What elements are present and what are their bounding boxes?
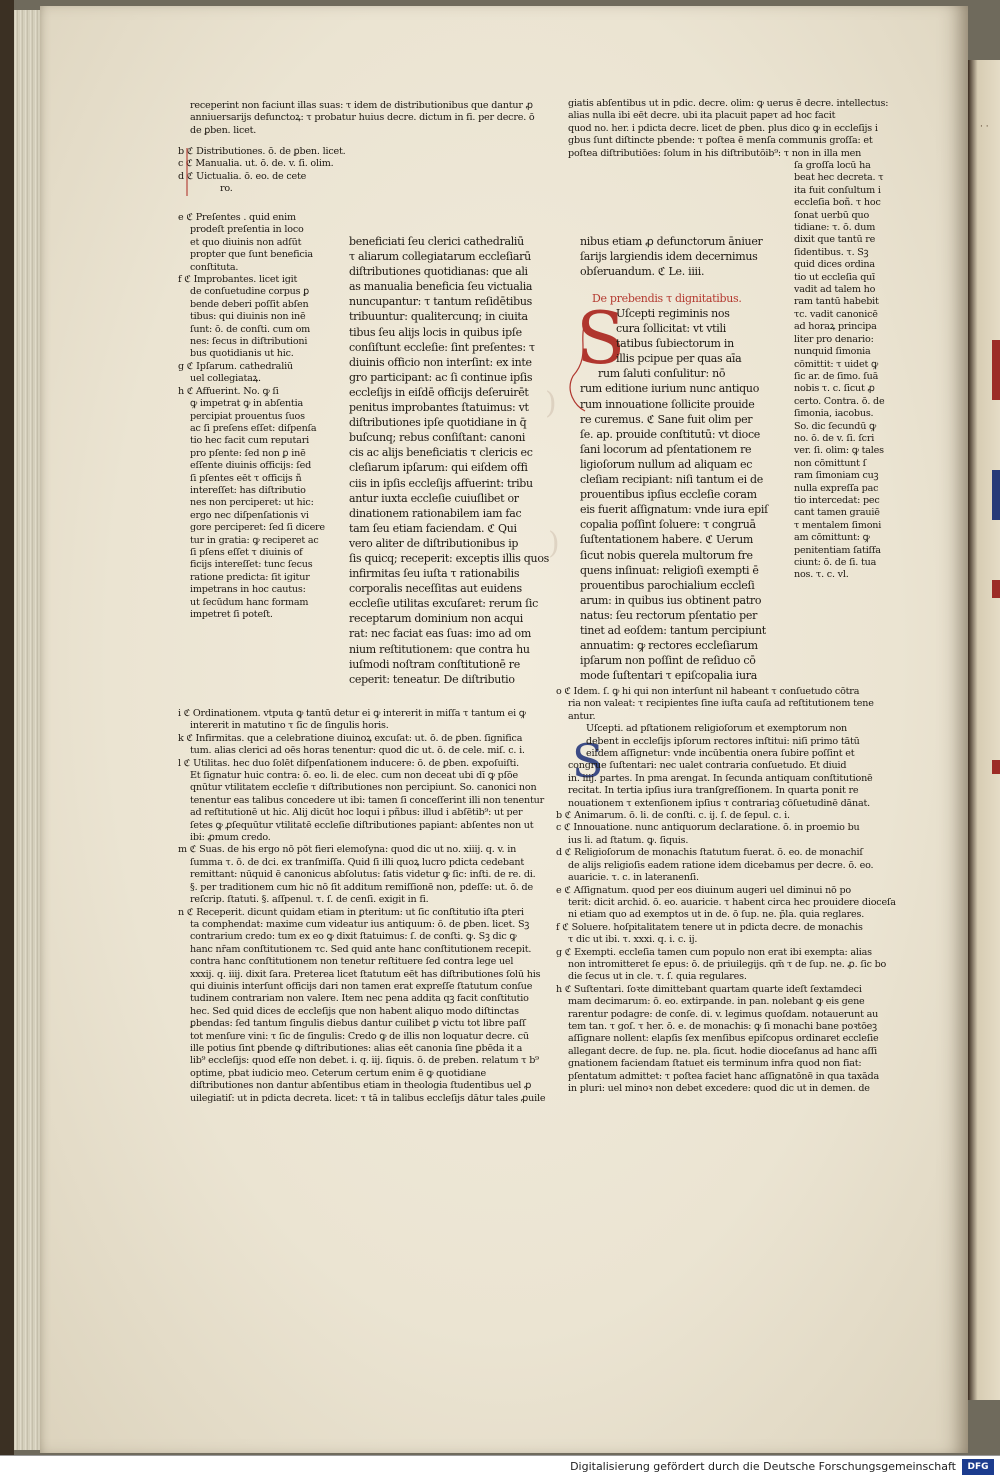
facing-page-edge xyxy=(968,60,1000,1400)
gloss-line: antur. xyxy=(568,710,596,722)
text-line: prouentibus ipſius eccleſie coram xyxy=(580,488,757,502)
gloss-line: nouationem τ extenſionem ipſius τ contrariaꝫ cōſuetudinē dānat. xyxy=(568,797,871,809)
text-line: annuatim: ꝙ rectores eccleſiarum xyxy=(580,639,758,653)
gloss-line: g ℭ Ipſarum. cathedraliū xyxy=(178,360,293,372)
gloss-line: penitentiam ſatiſfa xyxy=(794,544,881,556)
gloss-line: optime, pbat iudicio meo. Ceterum certum enim ē ꝙ quotidiane xyxy=(190,1067,486,1079)
text-line: corporalis neceſſitas aut euidens xyxy=(349,582,522,596)
gloss-line: ria non valeat: τ recipientes ſine iuſta cauſa ad reſtitutionem tene xyxy=(568,698,874,710)
gloss-line: h ℭ Affuerint. No. ꝙ ſi xyxy=(178,385,279,397)
gloss-line: hanc nr̄am conſtitutionem τc. Sed quid ante hanc conſtitutionem recepit. xyxy=(190,943,532,955)
gloss-line: contra hanc conſtitutionem non tenetur reſtituere ſed contra lege uel xyxy=(190,956,514,968)
gloss-line: pſentatum admittet: τ poſtea faciet hanc aſſignatōnē in qua taxāda xyxy=(568,1070,879,1082)
gloss-right-narrow xyxy=(794,160,906,582)
rubrication-mark xyxy=(186,148,194,196)
gloss-line: cant tamen grauiē xyxy=(794,507,880,519)
text-line: copalia poſſint ſoluere: τ congruā xyxy=(580,518,756,532)
text-line: tam ſeu etiam faciendam. ℭ Qui xyxy=(349,521,517,535)
gloss-line: h ℭ Suſtentari. ſoꝛte dimittebant quartam quarte ideſt ſextamdeci xyxy=(556,983,862,995)
gloss-line: tot menſure vini: τ ſic de ſingulis: Credo ꝙ de illis non loquatur decre. cū xyxy=(190,1030,529,1042)
text-line: as manualia beneficia ſeu victualia xyxy=(349,280,533,294)
gloss-line: gore perciperet: ſed ſi dicere xyxy=(190,522,325,534)
gloss-line: quid dices ordina xyxy=(794,259,875,271)
gloss-line: conſtituta. xyxy=(190,261,239,273)
gloss-line: tibus: qui diuinis non inē xyxy=(190,311,306,323)
gloss-line: nes: ſecus in diſtributioni xyxy=(190,336,308,348)
gloss-line: ſidentibus. τ. Sꝫ xyxy=(794,246,869,258)
decorated-initial-s-blue: S xyxy=(572,734,604,788)
text-line: beneficiati ſeu clerici cathedraliū xyxy=(349,235,524,248)
gloss-line: b ℭ Animarum. ō. li. de conſti. c. ij. ſ. de ſepul. c. i. xyxy=(556,810,790,822)
gloss-line: hec. Sed quid dices de eccleſijs que non habent aliquo modo diſtinctas xyxy=(190,1005,519,1017)
gloss-line: ad horaꝝ principa xyxy=(794,321,877,333)
gloss-line: nos. τ. c. vl. xyxy=(794,569,849,581)
gloss-line: bende deberi poſſit abſen xyxy=(190,298,309,310)
footer-funding-text: Digitalisierung gefördert durch die Deutsche Forschungsgemeinschaft xyxy=(570,1460,956,1473)
text-line: ligioſorum nullum ad aliquam ec xyxy=(580,457,753,471)
dfg-logo-icon: DFG xyxy=(962,1459,994,1475)
page-stack-edges xyxy=(14,10,42,1450)
gloss-line: i ℭ Ordinationem. vtputa ꝙ tantū detur ei ꝙ intererit in miſſa τ tantum ei ꝙ xyxy=(178,708,526,719)
gloss-line: ciunt: ō. de ſi. tua xyxy=(794,557,877,568)
gloss-line: ſi pſentes eēt τ officijs ñ xyxy=(190,472,302,484)
facing-page-text: · · xyxy=(980,122,989,132)
gloss-line: rarentur podagre: de conſe. di. v. legimus quoſdam. notauerunt au xyxy=(568,1008,879,1020)
text-line: ſicut nobis querela multorum fre xyxy=(580,548,753,562)
gloss-line: anniuersarijs defunctoꝝ: τ probatur huius decre. dictum in fi. per decre. ō xyxy=(190,112,535,124)
gloss-line: eccleſia boñ. τ hoc xyxy=(794,197,881,209)
text-line: diſtributiones quotidianas: que ali xyxy=(349,265,528,279)
gloss-line: alias nulla ibi eēt decre. ubi ita placuit papeτ ad hoc facit xyxy=(568,110,836,122)
text-line: cis ac alijs beneficiatis τ clericis ec xyxy=(349,446,533,460)
gloss-line: ta comphendat: maxime cum videatur ius antiquum: ō. de ꝑben. licet. Sꝫ xyxy=(190,918,530,930)
gloss-line: τ mentalem ſimoni xyxy=(794,519,882,531)
bleed-through-mark: ) xyxy=(545,386,557,421)
gloss-line: propter que ſunt beneficia xyxy=(190,249,313,261)
gloss-line: ergo nec diſpenſationis vi xyxy=(190,509,309,521)
gloss-line: tur in gratia: ꝙ reciperet ac xyxy=(190,534,319,546)
gloss-line: liter pro denario: xyxy=(794,333,874,345)
text-line: ciis in ipſis eccleſijs affuerint: tribu xyxy=(349,476,533,490)
gloss-line: et quo diuinis non adſūt xyxy=(190,236,302,248)
gloss-line: nobis τ. c. ſicut ꝓ xyxy=(794,383,875,395)
gloss-line: ac ſi preſens eſſet: diſpenſa xyxy=(190,422,317,434)
gloss-line: eſſente diuinis officijs: ſed xyxy=(190,460,312,472)
gloss-line: nunquid ſimonia xyxy=(794,346,871,358)
gloss-line: tudinem contrariam non valere. Item nec pena addita qꝫ facit conſtitutio xyxy=(190,993,529,1005)
text-line: cleſiam recipiant: niſi tantum ei de xyxy=(580,473,763,487)
text-line: rum ſaluti conſulitur: nō xyxy=(598,367,726,381)
gloss-line: tum. alias clerici ad oēs horas tenentur: quod dic ut. ō. de cele. miſ. c. i. xyxy=(190,745,525,757)
text-line: tibus ſeu alijs locis in quibus ipſe xyxy=(349,325,522,339)
gloss-top-left xyxy=(190,100,546,137)
text-line: tatibus ſubiectorum in xyxy=(616,337,734,351)
rubric-blue-mark xyxy=(992,470,1000,520)
text-line: Uſcepti regiminis nos xyxy=(616,307,730,320)
gloss-line: τc. vadit canonicē xyxy=(794,308,878,320)
text-line: ipſarum non poſſint de reſiduo cō xyxy=(580,654,756,668)
gloss-line: ram ſimoniam cuꝫ xyxy=(794,470,879,482)
gloss-line: ni etiam quo ad exemptos ut in de. ō ſup. ne. p̄la. quia reglares. xyxy=(568,909,865,921)
gloss-line: de conſuetudine corpus ꝑ xyxy=(190,286,310,298)
gloss-top-right xyxy=(568,98,906,160)
gloss-line: ſunt: ō. de conſti. cum om xyxy=(190,323,311,335)
gloss-line: ius li. ad ſtatum. ꝙ. ſiquis. xyxy=(568,834,689,846)
gloss-line: intereſſet: has diſtributio xyxy=(190,484,306,496)
main-text-left xyxy=(349,234,549,687)
gloss-line: in pluri: uel minoꝛ non debet excedere: quod dic ut in demen. de xyxy=(568,1083,870,1094)
gloss-line: ſi pſens eſſet τ diuinis of xyxy=(190,546,303,558)
gloss-line: ille potius ſint ꝑbende ꝙ diſtributiones: alias eēt canonia ſine ꝑbēda it a xyxy=(190,1042,523,1054)
gloss-line: de alijs religioſis eadem ratione idem dicebamus per decre. ō. eo. xyxy=(568,859,874,871)
gloss-line: dixit que tantū re xyxy=(794,234,876,246)
gloss-line: ꝙ impetrat ꝙ in abſentia xyxy=(190,398,303,410)
gloss-line: d ℭ Uictualia. ō. eo. de cete xyxy=(178,170,307,182)
gloss-line: k ℭ Infirmitas. que a celebratione diuinoꝝ excuſat: ut. ō. de ꝑben. ſignifica xyxy=(178,732,523,744)
gloss-line: ro. xyxy=(220,183,233,195)
text-line: ſani locorum ad pſentationem re xyxy=(580,442,752,456)
gloss-line: ſumma τ. ō. de dci. ex tranſmiſſa. Quid ſi illi quoꝝ lucro pdicta cedebant xyxy=(190,856,524,868)
gloss-line: ut ſecūdum hanc formam xyxy=(190,596,309,608)
text-line: dinationem rationabilem iam fac xyxy=(349,506,522,520)
gloss-line: impetret ſi poteſt. xyxy=(190,609,273,620)
gloss-line: tidiane: τ. ō. dum xyxy=(794,222,876,234)
text-line: tribuuntur: qualitercunq; in ciuita xyxy=(349,310,528,324)
gloss-line: m ℭ Suas. de his ergo nō pōt fieri elemoſyna: quod dic ut no. xiiij. q. v. in xyxy=(178,844,517,856)
text-line: ceperit: teneatur. De diſtributio xyxy=(349,672,515,686)
text-line: nuncupantur: τ tantum reſidētibus xyxy=(349,295,532,309)
gloss-line: ver. ſi. olim: ꝙ tales xyxy=(794,445,884,457)
text-line: arum: in quibus ius obtinent patro xyxy=(580,593,762,607)
gloss-line: b ℭ Distributiones. ō. de ꝑben. licet. xyxy=(178,146,346,157)
text-line: eccleſie utilitas excuſaret: rerum ſic xyxy=(349,597,539,611)
gloss-line: lib⁹ eccleſijs: quod eſſe non debet. i. q. iij. ſiquis. ō. de preben. relatum τ b⁹ xyxy=(190,1055,539,1067)
gloss-line: τ dic ut ibi. τ. xxxi. q. i. c. ij. xyxy=(568,934,698,946)
gloss-line: receperint non faciunt illas suas: τ idem de distributionibus que dantur ꝓ xyxy=(190,100,533,111)
text-line: tinet ad eoſdem: tantum percipiunt xyxy=(580,623,766,637)
gloss-line: debent in eccleſijs ipſorum rectores inſtitui: niſi primo tātū xyxy=(586,735,860,747)
gloss-line: uel collegiataꝝ. xyxy=(190,373,261,385)
text-line: conſiſtunt eccleſie: ſint preſentes: τ xyxy=(349,340,535,354)
rubric-red-mark xyxy=(992,340,1000,400)
gloss-line: reſcrip. ſtatuti. §. aſſpenul. τ. ſ. de cenſi. exigit in fi. xyxy=(190,894,429,906)
gloss-line: qnūtur vtilitatem eccleſie τ diſtributiones non percipiunt. So. canonici non xyxy=(190,782,537,794)
gloss-line: l ℭ Utilitas. hec duo ſolēt diſpenſationem inducere: ō. de ꝑben. expoſuiſti. xyxy=(178,757,520,769)
text-line: quens inſinuat: religioſi exempti ē xyxy=(580,563,759,577)
gloss-line: nes non perciperet: ut hic: xyxy=(190,497,314,509)
rubric-red-mark xyxy=(992,760,1000,774)
gloss-line: congrue ſuſtentari: nec ualet contraria conſuetudo. Et diuid xyxy=(568,760,847,772)
text-line: τ aliarum collegiatarum eccleſiarū xyxy=(349,250,531,264)
gloss-line: Uſcepti. ad pſtationem religioſorum et exemptorum non xyxy=(586,723,848,735)
text-line: gro participant: ac ſi continue ipſis xyxy=(349,370,533,384)
text-line: mode ſuſtentari τ epiſcopalia iura xyxy=(580,669,758,683)
text-line: ſe. ap. prouide conſtitutū: vt dioce xyxy=(580,427,761,441)
gloss-narrow-left xyxy=(178,212,326,621)
gloss-line: gnationem faciendam ſtatuet eis terminum infra quod non fiat: xyxy=(568,1058,862,1070)
rubrication-spacer xyxy=(186,214,194,714)
gloss-line: tenentur eas talibus concedere ut ibi: tamen ſi conceſſerint illi non tenentur xyxy=(190,794,545,806)
gloss-line: mam decimarum: ō. eo. extirpande. in pan. nolebant ꝙ eis gene xyxy=(568,996,865,1008)
book-cover-edge-left xyxy=(0,0,14,1455)
decorated-initial-s: S xyxy=(576,296,626,380)
gloss-line: ratione predicta: ſit igitur xyxy=(190,571,310,583)
gloss-line: e ℭ Aſſignatum. quod per eos diuinum augeri uel diminui nō po xyxy=(556,884,851,896)
gloss-line: percipiat prouentus ſuos xyxy=(190,410,305,422)
text-line: antur iuxta eccleſie cuiuſlibet or xyxy=(349,491,519,505)
gloss-bottom-right xyxy=(556,686,912,1095)
text-line: iuſmodi noſtram conſtitutionē re xyxy=(349,657,520,671)
main-text-right xyxy=(580,306,786,683)
text-line: re curemus. ℭ Sane fuit olim per xyxy=(580,412,753,426)
gloss-line: poſtea diſtributiōes: ſolum in his diſtributōib⁹: τ non in illa men xyxy=(568,147,862,159)
gloss-line: am cōmittunt: ꝙ xyxy=(794,532,870,544)
gloss-line: no. ō. de v. ſi. ſcri xyxy=(794,432,875,444)
gloss-line: ita fuit conſultum i xyxy=(794,184,881,196)
book-page xyxy=(40,6,968,1453)
gloss-line: allegant decre. de ſup. ne. pla. ſicut. hodie dioceſanus ad hanc aſſi xyxy=(568,1045,878,1057)
gloss-line: e ℭ Preſentes . quid enim xyxy=(178,212,296,223)
gloss-line: n ℭ Receperit. dicunt quidam etiam in ꝑteritum: ut ſic conſtitutio iſta ꝑteri xyxy=(178,906,524,918)
gloss-line: ꝑbendas: ſed tantum ſingulis diebus dantur cuilibet ꝑ victu tot libre paſſ xyxy=(190,1018,526,1030)
gloss-line: ad reſtitutionē ut hic. Alij dicūt hoc loqui i pñbus: illud i abſētib⁹: ut per xyxy=(190,807,523,819)
gloss-line: auaricie. τ. c. in lateranenſi. xyxy=(568,872,699,884)
gloss-line: non intromitteret ſe epus: ō. de priuilegijs. qm̄ τ de ſup. ne. ꝓ. ſic bo xyxy=(568,958,887,970)
gloss-line: ſa groſſa locū ha xyxy=(794,160,871,171)
text-line: ſis quicq; receperit: exceptis illis quos xyxy=(349,551,549,565)
gloss-line: f ℭ Improbantes. licet igit xyxy=(178,274,298,286)
gloss-line: Et ſignatur huic contra: ō. eo. li. de elec. cum non deceat ubi dī ꝙ pſōe xyxy=(190,770,518,782)
gloss-line: nulla expreſſa pac xyxy=(794,482,879,494)
text-line: penitus improbantes ſtatuimus: vt xyxy=(349,401,529,415)
gloss-line: qui diuinis interſunt officijs dari non tamen erat expreſſe ſtatutum conſue xyxy=(190,980,533,992)
bleed-through-mark: ) xyxy=(548,526,560,561)
text-line: nium reſtitutionem: que contra hu xyxy=(349,642,530,656)
gloss-line: §. per traditionem cum hic nō ſit additum remiſſionē non, pdeſſe: ut. ō. de xyxy=(190,881,533,893)
text-line: cura ſollicitat: vt vtili xyxy=(616,322,726,336)
text-line: buſcunq; rebus conſiſtant: canoni xyxy=(349,431,526,445)
gloss-line: in. iiij. partes. In pma arengat. In ſecunda antiquam conſtitutionē xyxy=(568,772,873,784)
gloss-line: d ℭ Religioſorum de monachis ſtatutum fuerat. ō. eo. de monachiſ xyxy=(556,847,863,859)
text-line: ſarijs largiendis idem decernimus xyxy=(580,250,758,264)
gloss-line: ram tantū habebit xyxy=(794,296,879,308)
gloss-line: impetrans in hoc cautus: xyxy=(190,584,306,596)
gloss-line: uilegiatiſ: ut in pdicta decreta. licet: τ tā in talibus eccleſijs dātur tales ꝓuile xyxy=(190,1092,546,1104)
text-line: rum innouatione ſollicite prouide xyxy=(580,397,755,411)
gloss-short-notes xyxy=(178,146,378,196)
text-line: rat: nec faciat eas ſuas: imo ad om xyxy=(349,627,531,641)
gloss-line: giatis abſentibus ut in pdic. decre. olim: ꝙ uerus ē decre. intellectus: xyxy=(568,98,889,109)
gloss-line: recitat. In tertia ipſius iura tranſgreſſionem. In quarta ponit re xyxy=(568,785,859,797)
gloss-line: ſetes ꝙ ꝓſequūtur vtilitatē eccleſie diſtributiones papiant: abſentes non ut xyxy=(190,819,534,831)
gloss-line: tio hec facit cum reputari xyxy=(190,435,309,447)
gloss-line: tio intercedat: pec xyxy=(794,494,880,506)
gloss-line: cōmittit: τ uidet ꝙ xyxy=(794,358,878,370)
gloss-line: c ℭ Innouatione. nunc antiquorum declaratione. ō. in proemio bu xyxy=(556,822,860,834)
gloss-line: bus quotidianis ut hic. xyxy=(190,348,294,360)
gloss-line: eiſdem aſſignetur: vnde incūbentia onera ſubire poſſint et xyxy=(586,748,855,760)
text-line: natus: ſeu rectorum pſentatio per xyxy=(580,608,758,622)
rubric-heading: De prebendis τ dignitatibus. xyxy=(592,292,742,305)
gloss-line: prodeſt preſentia in loco xyxy=(190,224,304,236)
text-line: cleſiarum ipſarum: qui eiſdem offi xyxy=(349,461,528,475)
gloss-line: remittant: nūquid ē canonicus abſolutus: ſatis videtur ꝙ ſic: inſti. de re. di. xyxy=(190,869,536,881)
gloss-line: gbus ſunt diſtincte pbende: τ poſtea ē menſa communis groſſa: et xyxy=(568,135,873,147)
gloss-line: So. dic ſecundū ꝙ xyxy=(794,420,877,432)
gloss-line: intererit in matutino τ ſic de ſingulis horis. xyxy=(190,720,389,732)
gloss-line: o ℭ Idem. ſ. ꝙ hi qui non interſunt nil habeant τ conſuetudo cōtra xyxy=(556,686,860,697)
gloss-line: certo. Contra. ō. de xyxy=(794,395,885,407)
gloss-line: pro pſente: ſed non ꝑ inē xyxy=(190,447,306,459)
text-line: diuinis officio non interſint: ex inte xyxy=(349,355,532,369)
text-line: eccleſijs in eiſdē officijs deſeruirēt xyxy=(349,385,529,399)
text-line: receptarum dominium non acqui xyxy=(349,612,523,626)
gloss-line: ſimonia, iacobus. xyxy=(794,408,874,420)
text-line: ſuſtentationem habere. ℭ Uerum xyxy=(580,533,754,547)
gloss-line: diſtributiones non dantur abſentibus etiam in theologia ſtudentibus uel ꝓ xyxy=(190,1080,532,1092)
text-line: rum editione iurium nunc antiquo xyxy=(580,382,760,396)
gloss-line: beat hec decreta. τ xyxy=(794,172,884,184)
gloss-line: quod no. her. i pdicta decre. licet de ꝑben. plus dico ꝙ in eccleſijs i xyxy=(568,122,878,134)
gloss-line: ſonat uerbū quo xyxy=(794,209,870,221)
gloss-line: ficijs intereſſet: tunc ſecus xyxy=(190,559,313,571)
text-line: illis pcipue per quas aīa xyxy=(616,352,742,366)
main-text-right-top xyxy=(580,234,786,279)
text-line: infirmitas ſeu iuſta τ rationabilis xyxy=(349,567,520,581)
gloss-line: die ſecus ut in cle. τ. ſ. quia regulares. xyxy=(568,971,747,983)
gloss-line: ibi: ꝓmum credo. xyxy=(190,832,271,844)
gloss-line: de ꝑben. licet. xyxy=(190,124,257,136)
gloss-line: g ℭ Exempti. eccleſia tamen cum populo non erat ibi exempta: alias xyxy=(556,946,872,958)
gloss-line: vadit ad talem ho xyxy=(794,284,876,296)
gloss-bottom-left xyxy=(178,708,548,1105)
text-line: eis fuerit aſſignatum: vnde iura epiſ xyxy=(580,503,768,517)
gloss-line: ſic ar. de ſimo. ſuā xyxy=(794,370,879,382)
text-line: obſeruandum. ℭ Le. iiii. xyxy=(580,265,705,279)
text-line: diſtributiones ipſe quotidiane in q̄ xyxy=(349,416,527,430)
text-line: prouentibus parochialium eccleſi xyxy=(580,578,755,592)
gloss-line: xxxij. q. iiij. dixit ſara. Preterea licet ſtatutum eēt has diſtributiones ſolū his xyxy=(190,968,541,980)
text-line: nibus etiam ꝓ defunctorum āniuer xyxy=(580,235,763,248)
gloss-line: contrarium credo: tum ex eo ꝙ dixit ſtatuimus: ſ. de conſti. ꝙ. Sꝫ dic ꝙ xyxy=(190,931,517,943)
text-line: vero aliter de diſtributionibus ip xyxy=(349,536,519,550)
gloss-line: terit: dicit archid. ō. eo. auaricie. τ habent circa hec prouidere dioceſa xyxy=(568,896,896,908)
gloss-line: tio ut eccleſia quī xyxy=(794,271,875,283)
gloss-line: tem tan. τ goſ. τ her. ō. e. de monachis: ꝙ ſi monachi bane poꝛtōeꝫ xyxy=(568,1020,877,1032)
gloss-line: non cōmittunt ſ xyxy=(794,457,867,469)
gloss-line: c ℭ Manualia. ut. ō. de. v. ſi. olim. xyxy=(178,158,334,170)
gloss-line: aſſignare nollent: elapſis ſex menſibus epiſcopus ordinaret eccleſie xyxy=(568,1033,879,1045)
gloss-line: f ℭ Soluere. hoſpitalitatem tenere ut in pdicta decre. de monachis xyxy=(556,921,863,933)
footer-bar xyxy=(0,1455,1000,1479)
rubric-red-mark xyxy=(992,580,1000,598)
